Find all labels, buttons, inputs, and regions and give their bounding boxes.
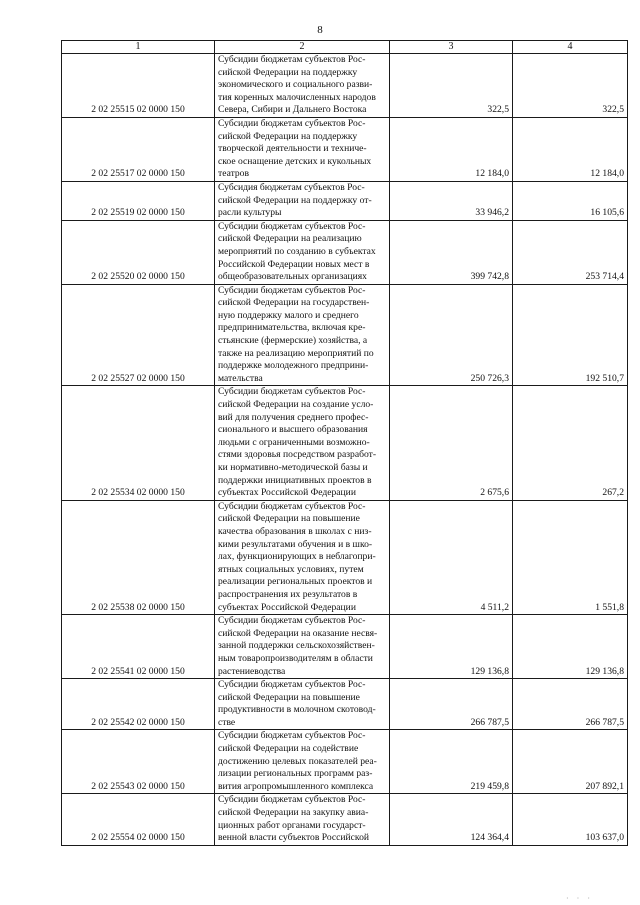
description-line: сийской Федерации на содействие	[218, 743, 359, 755]
subsidy-description	[215, 386, 390, 500]
amount-column-3: 322,5	[390, 54, 513, 118]
description-line: Субсидии бюджетам субъектов Рос-	[218, 730, 366, 742]
scan-marks: · · ·	[566, 894, 593, 903]
description-line: продуктивности в молочном скотовод-	[218, 704, 376, 716]
budget-code: 2 02 25520 02 0000 150	[62, 220, 215, 284]
description-line: Субсидии бюджетам субъектов Рос-	[218, 284, 366, 296]
amount-column-3: 4 511,2	[390, 500, 513, 614]
description-line: поддержки инициативных проектов в	[218, 474, 372, 486]
amount-column-3: 219 459,8	[390, 730, 513, 794]
amount-column-3: 250 726,3	[390, 284, 513, 386]
description-line: качества образования в школах с низ-	[218, 525, 372, 537]
description-line: стве	[218, 716, 236, 728]
description-line: стями здоровья посредством разработ-	[218, 449, 377, 461]
description-line: Субсидия бюджетам субъектов Рос-	[218, 181, 365, 193]
column-header-3: 3	[390, 41, 513, 54]
subsidy-description	[215, 500, 390, 614]
budget-code: 2 02 25541 02 0000 150	[62, 615, 215, 679]
description-line: сийской Федерации на создание усло-	[218, 399, 374, 411]
description-line: сийской Федерации на поддержку от-	[218, 194, 372, 206]
description-line: творческой деятельности и техниче-	[218, 143, 367, 155]
subsidy-description	[215, 615, 390, 679]
description-line: сийской Федерации на реализацию	[218, 233, 362, 245]
amount-column-4: 1 551,8	[513, 500, 628, 614]
amount-column-4: 12 184,0	[513, 117, 628, 181]
table-row	[62, 794, 628, 845]
description-line: субъектах Российской Федерации	[218, 487, 356, 499]
description-line: кими результатами обучения и в шко-	[218, 538, 373, 550]
budget-code: 2 02 25543 02 0000 150	[62, 730, 215, 794]
description-line: ятных социальных условиях, путем	[218, 563, 364, 575]
amount-column-4: 253 714,4	[513, 220, 628, 284]
column-header-1: 1	[62, 41, 215, 54]
description-line: реализации региональных проектов и	[218, 576, 373, 588]
budget-code: 2 02 25534 02 0000 150	[62, 386, 215, 500]
budget-code: 2 02 25519 02 0000 150	[62, 181, 215, 220]
budget-code: 2 02 25554 02 0000 150	[62, 794, 215, 845]
description-line: также на реализацию мероприятий по	[218, 347, 374, 359]
description-line: ки нормативно-методической базы и	[218, 462, 368, 473]
description-line: людьми с ограниченными возможно-	[218, 436, 370, 448]
column-header-2: 2	[215, 41, 390, 54]
amount-column-3: 266 787,5	[390, 679, 513, 730]
table-row	[62, 500, 628, 614]
description-line: сийской Федерации на поддержку	[218, 66, 358, 78]
amount-column-4: 266 787,5	[513, 679, 628, 730]
table-row	[62, 679, 628, 730]
description-line: поддержке молодежного предприни-	[218, 360, 369, 372]
description-line: экономического и социального разви-	[218, 79, 373, 91]
description-line: Субсидии бюджетам субъектов Рос-	[218, 220, 366, 232]
description-line: вития агропромышленного комплекса	[218, 780, 374, 792]
budget-table	[61, 40, 628, 846]
table-row	[62, 220, 628, 284]
subsidy-description	[215, 117, 390, 181]
description-line: предпринимательства, включая кре-	[218, 322, 366, 334]
amount-column-3: 12 184,0	[390, 117, 513, 181]
amount-column-3: 129 136,8	[390, 615, 513, 679]
table-row	[62, 181, 628, 220]
table-row	[62, 117, 628, 181]
subsidy-description	[215, 679, 390, 730]
description-line: сийской Федерации на повышение	[218, 513, 360, 525]
table-row	[62, 615, 628, 679]
amount-column-3: 33 946,2	[390, 181, 513, 220]
budget-code: 2 02 25527 02 0000 150	[62, 284, 215, 386]
budget-code: 2 02 25517 02 0000 150	[62, 117, 215, 181]
amount-column-4: 207 892,1	[513, 730, 628, 794]
description-line: растениеводства	[218, 665, 286, 677]
description-line: ское оснащение детских и кукольных	[218, 155, 372, 167]
description-line: распространения их результатов в	[218, 588, 358, 600]
description-line: театров	[218, 168, 250, 180]
subsidy-description	[215, 284, 390, 386]
subsidy-description	[215, 220, 390, 284]
table-row	[62, 730, 628, 794]
amount-column-3: 399 742,8	[390, 220, 513, 284]
budget-code: 2 02 25542 02 0000 150	[62, 679, 215, 730]
budget-code: 2 02 25538 02 0000 150	[62, 500, 215, 614]
amount-column-4: 267,2	[513, 386, 628, 500]
description-line: Субсидии бюджетам субъектов Рос-	[218, 500, 366, 512]
description-line: тия коренных малочисленных народов	[218, 91, 376, 103]
description-line: стьянские (фермерские) хозяйства, а	[218, 335, 368, 347]
column-header-4: 4	[513, 41, 628, 54]
description-line: мательства	[218, 372, 263, 384]
description-line: субъектах Российской Федерации	[218, 601, 356, 613]
subsidy-description	[215, 794, 390, 845]
amount-column-4: 322,5	[513, 54, 628, 118]
budget-code: 2 02 25515 02 0000 150	[62, 54, 215, 118]
description-line: Субсидии бюджетам субъектов Рос-	[218, 679, 366, 691]
description-line: общеобразовательных организациях	[218, 271, 367, 283]
subsidy-description	[215, 181, 390, 220]
description-line: Субсидии бюджетам субъектов Рос-	[218, 794, 366, 806]
description-line: Субсидии бюджетам субъектов Рос-	[218, 615, 366, 627]
description-line: лизации региональных программ раз-	[218, 768, 373, 780]
description-line: вий для получения среднего профес-	[218, 411, 369, 423]
subsidy-description	[215, 54, 390, 118]
subsidy-description	[215, 730, 390, 794]
description-line: ционных работ органами государст-	[218, 819, 366, 831]
description-line: Субсидии бюджетам субъектов Рос-	[218, 386, 366, 398]
amount-column-3: 2 675,6	[390, 386, 513, 500]
table-row	[62, 54, 628, 118]
description-line: Севера, Сибири и Дальнего Востока	[218, 104, 367, 116]
description-line: Субсидии бюджетам субъектов Рос-	[218, 117, 366, 129]
table-row	[62, 284, 628, 386]
description-line: Российской Федерации новых мест в	[218, 258, 370, 270]
amount-column-4: 16 105,6	[513, 181, 628, 220]
amount-column-4: 129 136,8	[513, 615, 628, 679]
description-line: венной власти субъектов Российской	[218, 832, 370, 844]
description-line: ным товаропроизводителям в области	[218, 652, 373, 664]
table-header-row	[62, 41, 628, 54]
description-line: сийской Федерации на поддержку	[218, 130, 358, 142]
amount-column-4: 192 510,7	[513, 284, 628, 386]
page-number: 8	[317, 24, 323, 36]
description-line: ную поддержку малого и среднего	[218, 309, 359, 321]
description-line: достижению целевых показателей реа-	[218, 755, 377, 767]
amount-column-4: 103 637,0	[513, 794, 628, 845]
description-line: сийской Федерации на повышение	[218, 691, 360, 703]
amount-column-3: 124 364,4	[390, 794, 513, 845]
description-line: занной поддержки сельскохозяйствен-	[218, 640, 375, 652]
description-line: лах, функционирующих в неблагопри-	[218, 551, 376, 563]
description-line: сийской Федерации на закупку авиа-	[218, 807, 369, 819]
description-line: сионального и высшего образования	[218, 424, 368, 436]
description-line: сийской Федерации на государствен-	[218, 297, 370, 309]
description-line: Субсидии бюджетам субъектов Рос-	[218, 54, 366, 65]
description-line: мероприятий по созданию в субъектах	[218, 245, 376, 257]
description-line: расли культуры	[218, 207, 282, 219]
description-line: сийской Федерации на оказание несвя-	[218, 627, 378, 639]
table-row	[62, 386, 628, 500]
